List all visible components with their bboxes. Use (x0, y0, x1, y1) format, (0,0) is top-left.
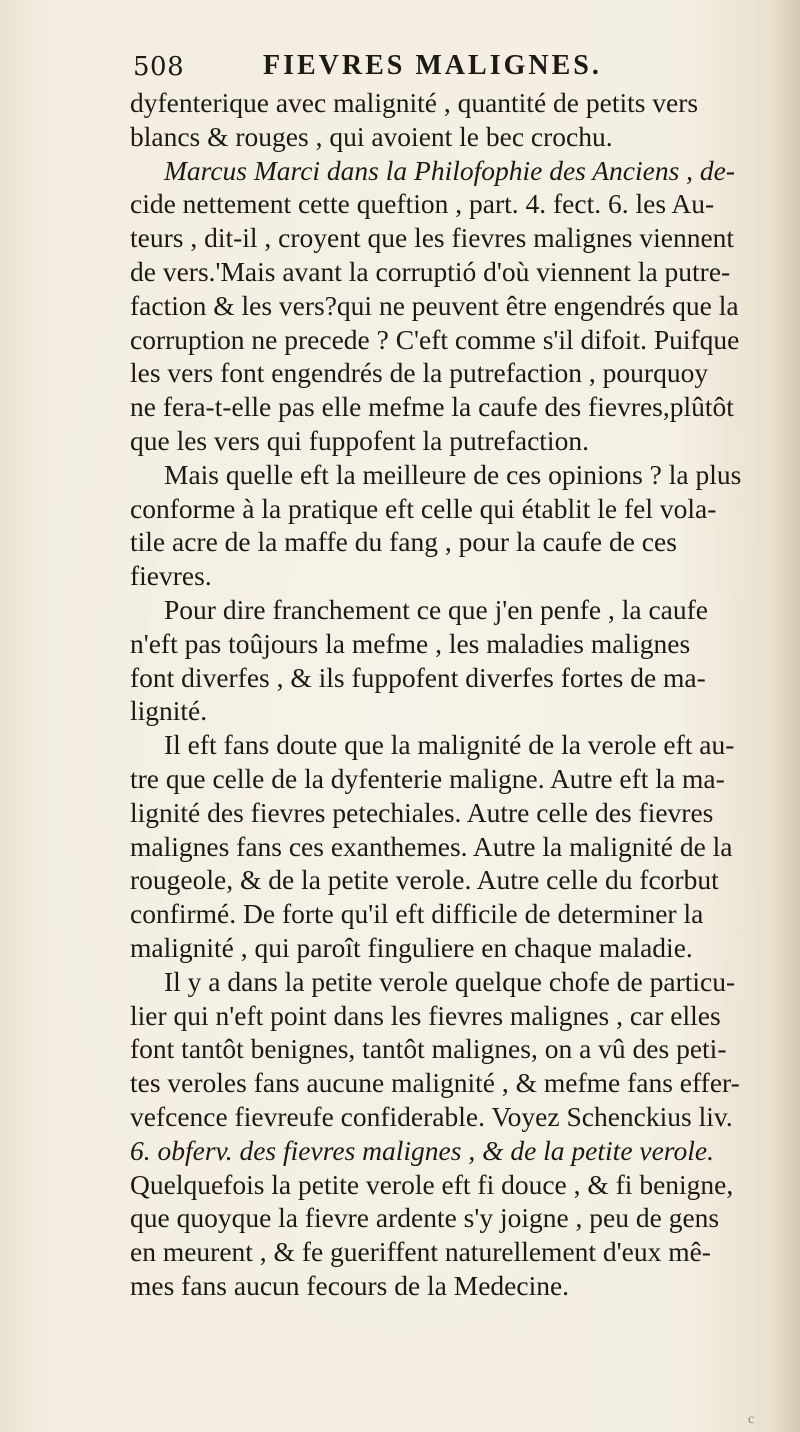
text-line: les vers font engendrés de la putrefaction , pourquoy (130, 357, 709, 389)
text-line: cide nettement cette queftion , part. 4. fect. 6. les Au- (130, 188, 715, 220)
text-line: 6. obferv. des fievres malignes , & de la petite verole. (130, 1134, 714, 1166)
text-line: tile acre de la maffe du fang , pour la caufe de ces (130, 526, 677, 558)
text-line: tes veroles fans aucune malignité , & mefme fans effer- (130, 1067, 740, 1099)
text-line: de vers.'Mais avant la corruptió d'où viennent la putre- (130, 255, 731, 287)
text-line: ne fera-t-elle pas elle mefme la caufe des fievres,plûtôt (130, 391, 734, 423)
page-header (133, 52, 773, 86)
text-line: Mais quelle eft la meilleure de ces opinions ? la plus (164, 458, 742, 490)
text-line: Il y a dans la petite verole quelque chofe de particu- (164, 965, 736, 997)
text-line: teurs , dit-il , croyent que les fievres malignes viennent (130, 222, 735, 254)
text-line: tre que celle de la dyfenterie maligne. Autre eft la ma- (130, 762, 725, 794)
text-line: corruption ne precede ? C'eft comme s'il difoit. Puifque (130, 323, 740, 355)
text-line: Pour dire franchement ce que j'en penfe , la caufe (164, 593, 708, 625)
body-text (130, 86, 790, 1303)
text-line: que quoyque la fievre ardente s'y joigne , peu de gens (130, 1202, 720, 1234)
text-line: Quelquefois la petite verole eft fi douce , & fi benigne, (130, 1168, 734, 1200)
text-line: vefcence fievreufe confiderable. Voyez Schenckius liv. (130, 1100, 733, 1132)
text-line: dyfenterique avec malignité , quantité de petits vers (130, 87, 699, 118)
text-line: font diverfes , & ils fuppofent diverfes fortes de ma- (130, 661, 706, 693)
text-line: faction & les vers?qui ne peuvent être engendrés que la (130, 289, 739, 321)
footer-mark: c (748, 1412, 755, 1427)
text-line: n'eft pas toûjours la mefme , les maladies malignes (130, 627, 691, 659)
text-line: confirmé. De forte qu'il eft difficile de determiner la (130, 898, 704, 930)
text-line: Marcus Marci dans la Philofophie des Anciens , de- (164, 154, 736, 186)
text-line: lier qui n'eft point dans les fievres malignes , car elles (130, 999, 721, 1031)
text-line: que les vers qui fuppofent la putrefaction. (130, 424, 589, 456)
text-line: Il eft fans doute que la malignité de la verole eft au- (164, 729, 735, 761)
text-line: en meurent , & fe gueriffent naturellement d'eux mê- (130, 1236, 711, 1268)
text-line: blancs & rouges , qui avoient le bec crochu. (130, 120, 613, 152)
text-line: font tantôt benignes, tantôt malignes, on a vû des peti- (130, 1033, 727, 1065)
text-line: mes fans aucun fecours de la Medecine. (130, 1269, 570, 1301)
running-title: FIEVRES MALIGNES. (263, 50, 602, 81)
page-number: 508 (133, 52, 185, 82)
text-line: lignité. (130, 695, 208, 727)
text-line: malignes fans ces exanthemes. Autre la malignité de la (130, 830, 733, 862)
text-line: malignité , qui paroît finguliere en chaque maladie. (130, 931, 693, 963)
text-line: conforme à la pratique eft celle qui établit le fel vola- (130, 492, 717, 524)
text-line: rougeole, & de la petite verole. Autre celle du fcorbut (130, 864, 719, 896)
text-line: fievres. (130, 560, 212, 592)
text-line: lignité des fievres petechiales. Autre celle des fievres (130, 796, 714, 828)
